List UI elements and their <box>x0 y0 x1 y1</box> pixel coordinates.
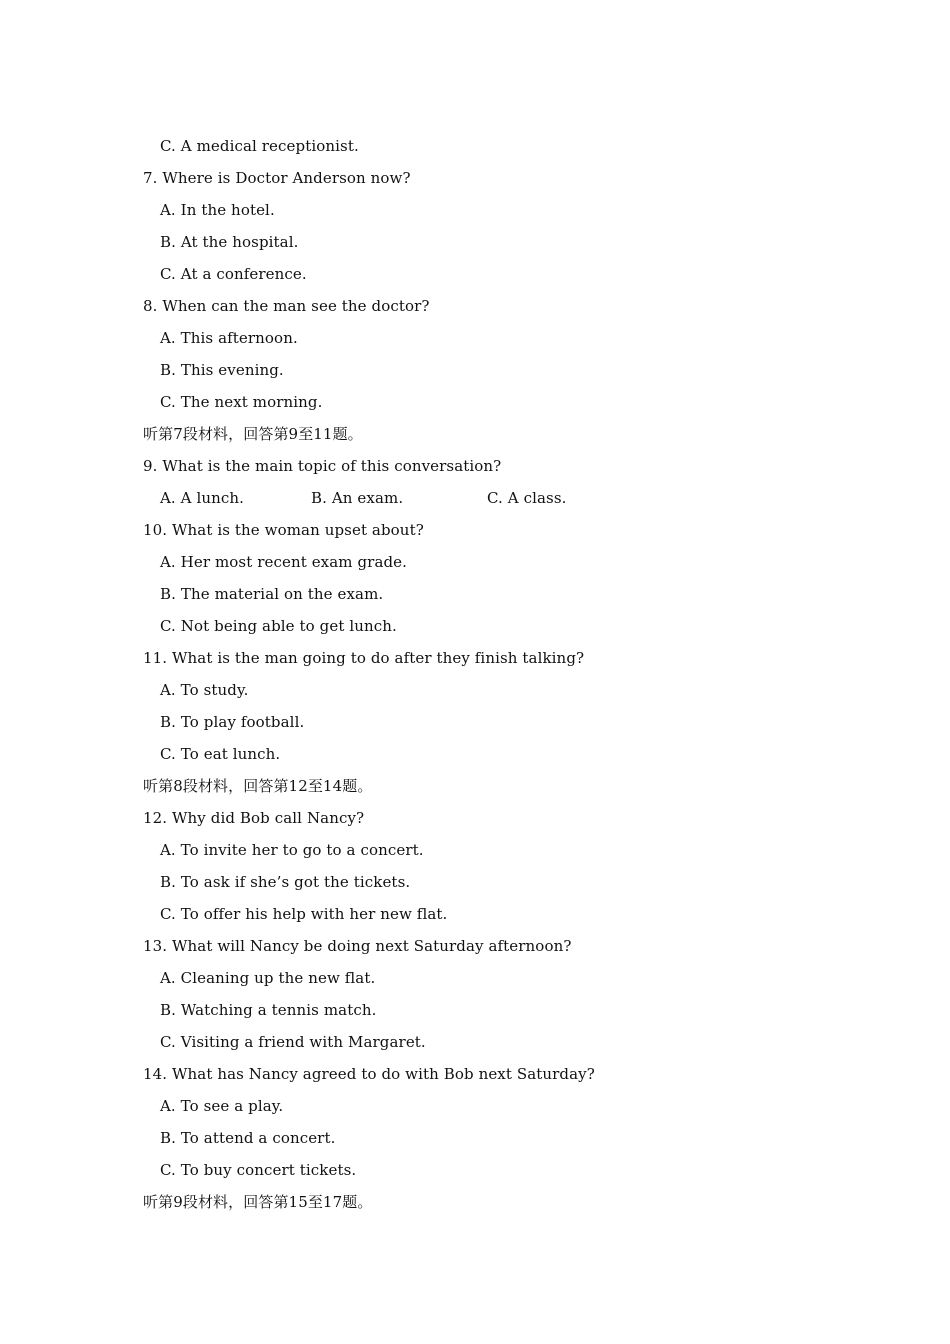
option-12c: C. To offer his help with her new flat. <box>160 905 448 923</box>
listening-questions <box>143 135 863 1223</box>
option-12a: A. To invite her to go to a concert. <box>160 841 424 859</box>
option-10b: B. The material on the exam. <box>160 585 384 603</box>
option-8c: C. The next morning. <box>160 393 323 411</box>
option-10c: C. Not being able to get lunch. <box>160 617 397 635</box>
option-8a: A. This afternoon. <box>160 329 298 347</box>
option-11a: A. To study. <box>160 681 249 699</box>
option-9a: A. A lunch. <box>160 489 245 507</box>
question-9: 9. What is the main topic of this conversation? <box>143 457 502 475</box>
option-7a: A. In the hotel. <box>160 201 275 219</box>
section-heading-8: 听第8段材料，回答第12至14题。 <box>143 777 373 795</box>
question-8: 8. When can the man see the doctor? <box>143 297 430 315</box>
option-13a: A. Cleaning up the new flat. <box>160 969 376 987</box>
option-7c: C. At a conference. <box>160 265 307 283</box>
option-11c: C. To eat lunch. <box>160 745 281 763</box>
option-9c: C. A class. <box>487 489 567 507</box>
option-6c: C. A medical receptionist. <box>160 137 359 155</box>
option-8b: B. This evening. <box>160 361 284 379</box>
question-13: 13. What will Nancy be doing next Saturday afternoon? <box>143 937 572 955</box>
option-10a: A. Her most recent exam grade. <box>160 553 408 571</box>
section-heading-9: 听第9段材料，回答第15至17题。 <box>143 1193 373 1211</box>
option-13b: B. Watching a tennis match. <box>160 1001 377 1019</box>
option-14c: C. To buy concert tickets. <box>160 1161 357 1179</box>
question-12: 12. Why did Bob call Nancy? <box>143 809 365 827</box>
question-10: 10. What is the woman upset about? <box>143 521 424 539</box>
option-9b: B. An exam. <box>311 489 404 507</box>
option-13c: C. Visiting a friend with Margaret. <box>160 1033 426 1051</box>
option-14a: A. To see a play. <box>160 1097 284 1115</box>
question-7: 7. Where is Doctor Anderson now? <box>143 169 411 187</box>
option-14b: B. To attend a concert. <box>160 1129 336 1147</box>
question-11: 11. What is the man going to do after they finish talking? <box>143 649 585 667</box>
option-7b: B. At the hospital. <box>160 233 299 251</box>
option-12b: B. To ask if she’s got the tickets. <box>160 873 411 891</box>
option-11b: B. To play football. <box>160 713 305 731</box>
question-14: 14. What has Nancy agreed to do with Bob next Saturday? <box>143 1065 595 1083</box>
section-heading-7: 听第7段材料，回答第9至11题。 <box>143 425 363 443</box>
options-9 <box>143 487 863 519</box>
